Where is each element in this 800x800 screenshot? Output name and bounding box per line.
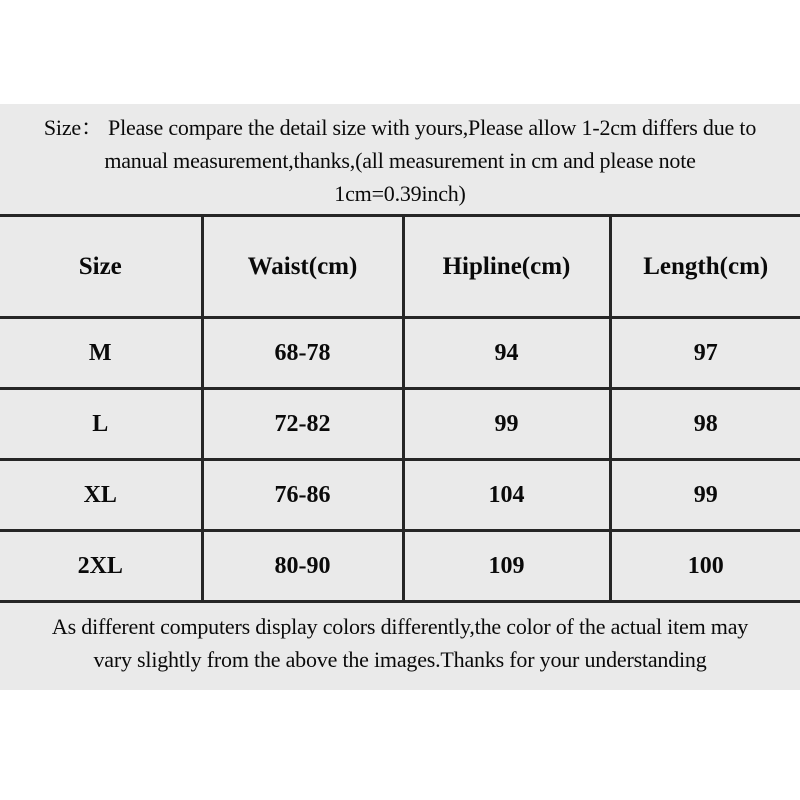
cell-waist-l: 72-82 — [202, 389, 403, 460]
cell-size-2xl: 2XL — [0, 531, 202, 602]
column-header-size: Size — [0, 216, 202, 318]
cell-length-xl: 99 — [610, 460, 800, 531]
table-row-l — [0, 389, 800, 460]
measurement-note — [0, 104, 800, 210]
cell-hipline-m: 94 — [403, 318, 610, 389]
column-header-hipline: Hipline(cm) — [403, 216, 610, 318]
cell-size-m: M — [0, 318, 202, 389]
size-table-header-row — [0, 216, 800, 318]
column-header-length: Length(cm) — [610, 216, 800, 318]
table-row-2xl — [0, 531, 800, 602]
cell-length-2xl: 100 — [610, 531, 800, 602]
cell-size-l: L — [0, 389, 202, 460]
size-chart-panel — [0, 104, 800, 690]
table-row-m — [0, 318, 800, 389]
cell-waist-xl: 76-86 — [202, 460, 403, 531]
cell-length-m: 97 — [610, 318, 800, 389]
cell-waist-m: 68-78 — [202, 318, 403, 389]
measurement-note-line-3: 1cm=0.39inch) — [334, 181, 466, 206]
cell-hipline-l: 99 — [403, 389, 610, 460]
column-header-waist: Waist(cm) — [202, 216, 403, 318]
cell-length-l: 98 — [610, 389, 800, 460]
color-disclaimer-line-1: As different computers display colors differently,the color of the actual item may — [51, 614, 749, 639]
size-table — [0, 214, 800, 603]
cell-waist-2xl: 80-90 — [202, 531, 403, 602]
cell-hipline-xl: 104 — [403, 460, 610, 531]
cell-size-xl: XL — [0, 460, 202, 531]
measurement-note-line-1: Size： Please compare the detail size with yours,Please allow 1-2cm differs due to — [43, 115, 757, 140]
color-disclaimer-line-2: vary slightly from the above the images.Thanks for your understanding — [93, 647, 707, 672]
color-disclaimer — [0, 610, 800, 676]
cell-hipline-2xl: 109 — [403, 531, 610, 602]
table-row-xl — [0, 460, 800, 531]
measurement-note-line-2: manual measurement,thanks,(all measurement in cm and please note — [104, 148, 696, 173]
